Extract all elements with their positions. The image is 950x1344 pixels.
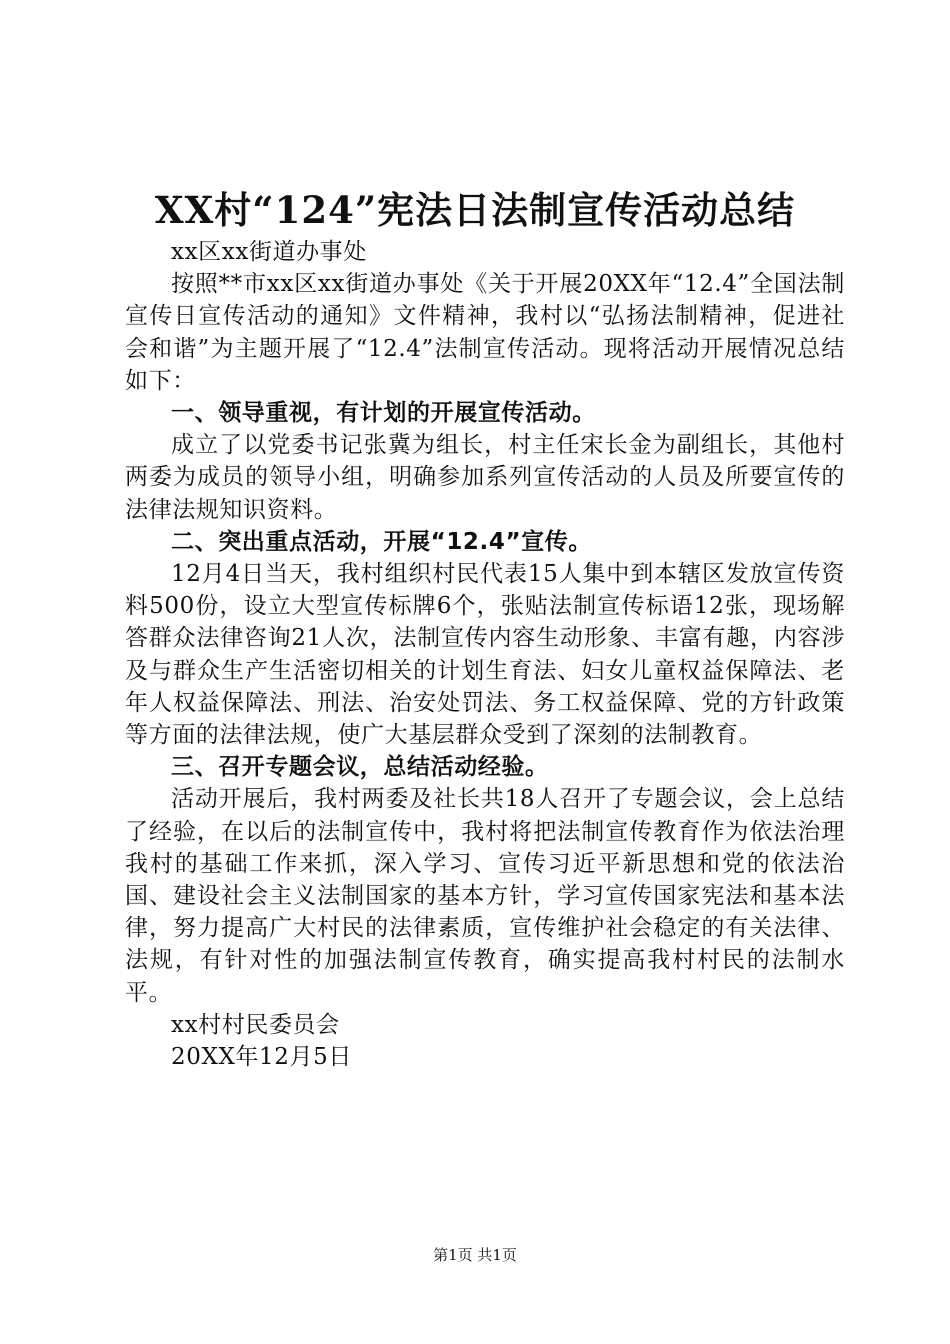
intro-paragraph: 按照**市xx区xx街道办事处《关于开展20XX年“12.4”全国法制宣传日宣传活动的通知》文件精神，我村以“弘扬法制精神，促进社会和谐”为主题开展了“12.4”法制宣传活动。现将活动开展情况总结如下： (125, 271, 845, 394)
section-paragraph-1: 成立了以党委书记张冀为组长，村主任宋长金为副组长，其他村两委为成员的领导小组，明确参加系列宣传活动的人员及所要宣传的法律法规知识资料。 (125, 432, 845, 523)
issuing-org: xx区xx街道办事处 (171, 239, 367, 265)
section-paragraph-2: 12月4日当天，我村组织村民代表15人集中到本辖区发放宣传资料500份，设立大型宣传标牌6个，张贴法制宣传标语12张，现场解答群众法律咨询21人次，法制宣传内容生动形象、丰富有趣，内容涉及与群众生产生活密切相关的计划生育法、妇女儿童权益保障法、老年人权益保障法、刑法、治安处罚法、务工权益保障、党的方针政策等方面的法律法规，使广大基层群众受到了深刻的法制教育。 (125, 561, 845, 749)
page-footer: 第1页 共1页 (433, 1246, 517, 1264)
section-paragraph-3: 活动开展后，我村两委及社长共18人召开了专题会议，会上总结了经验，在以后的法制宣传中，我村将把法制宣传教育作为依法治理我村的基础工作来抓，深入学习、宣传习近平新思想和党的依法治国、建设社会主义法制国家的基本方针，学习宣传国家宪法和基本法律，努力提高广大村民的法律素质，宣传维护社会稳定的有关法律、法规，有针对性的加强法制宣传教育，确实提高我村村民的法制水平。 (125, 786, 845, 1006)
section-heading-1: 一、领导重视，有计划的开展宣传活动。 (171, 400, 596, 427)
document-body (125, 236, 845, 1073)
section-heading-2: 二、突出重点活动，开展“12.4”宣传。 (171, 528, 592, 555)
signature: xx村村民委员会 (171, 1011, 340, 1038)
document-title: XX村“124”宪法日法制宣传活动总结 (154, 188, 796, 232)
section-heading-3: 三、召开专题会议，总结活动经验。 (171, 754, 549, 781)
document-date: 20XX年12月5日 (171, 1044, 352, 1071)
